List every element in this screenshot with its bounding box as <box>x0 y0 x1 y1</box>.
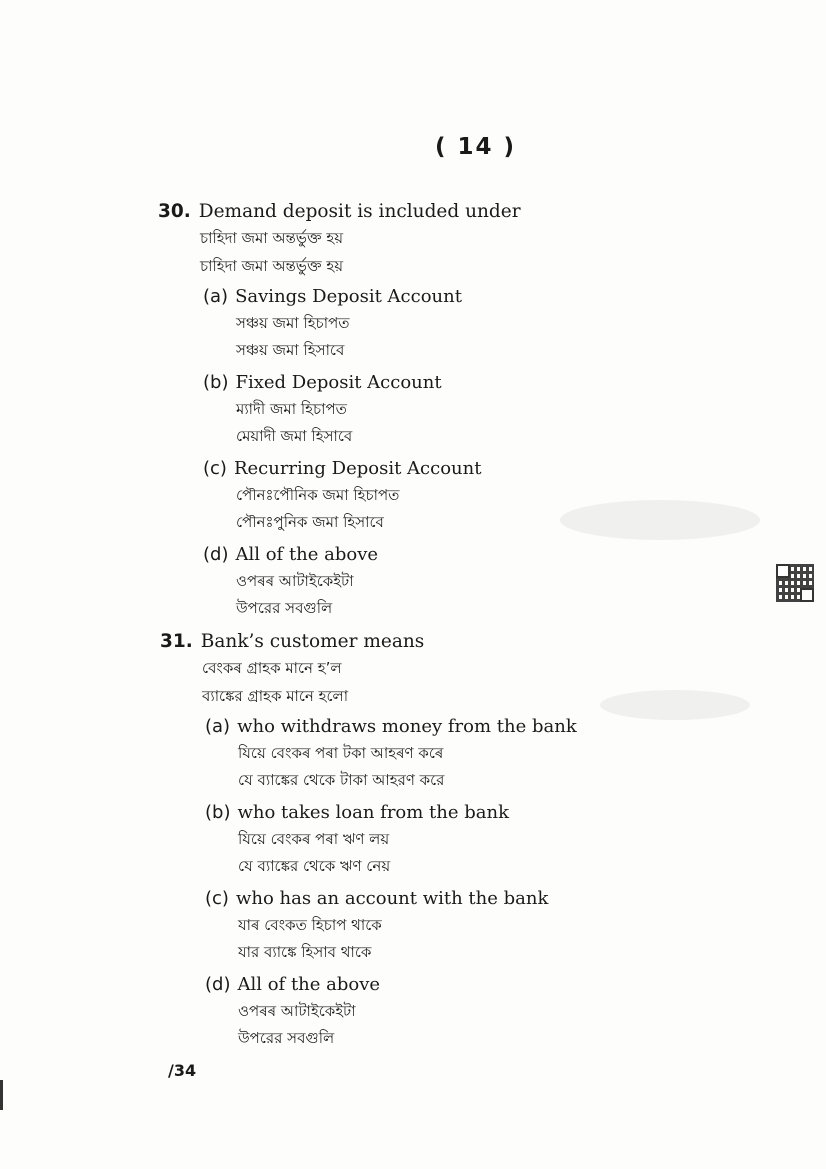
option-c <box>205 886 577 966</box>
question-30 <box>158 200 521 628</box>
option-c <box>203 456 521 536</box>
option-translation-bengali: উপরের সবগুলি <box>238 1029 335 1047</box>
option-translation-assamese: পৌনঃপৌনিক জমা হিচাপত <box>236 486 400 504</box>
option-d <box>205 972 577 1052</box>
option-text: Savings Deposit Account <box>235 286 462 307</box>
page-number: ( 14 ) <box>435 134 517 160</box>
option-translation-bengali: যে ব্যাঙ্কের থেকে ঋণ নেয় <box>238 857 391 875</box>
options-list <box>158 284 521 622</box>
options-list <box>160 714 577 1052</box>
option-a <box>205 714 577 794</box>
option-text: All of the above <box>235 544 379 565</box>
option-translation-assamese: সঞ্চয় জমা হিচাপত <box>236 314 350 332</box>
bleed-through-mark <box>560 500 760 540</box>
option-a <box>203 284 521 364</box>
option-translation-bengali: সঞ্চয় জমা হিসাবে <box>236 341 345 359</box>
option-key: (a) <box>205 716 231 737</box>
question-text: Demand deposit is included under <box>198 201 521 222</box>
option-key: (c) <box>203 458 227 479</box>
option-text: Recurring Deposit Account <box>233 458 482 479</box>
option-translation-bengali: যে ব্যাঙ্কের থেকে টাকা আহরণ করে <box>238 771 445 789</box>
option-translation-bengali: উপরের সবগুলি <box>236 599 333 617</box>
option-translation-bengali: যার ব্যাঙ্কে হিসাব থাকে <box>238 943 372 961</box>
question-translation-bengali: ব্যাঙ্কের গ্রাহক মানে হলো <box>202 687 349 705</box>
question-stem <box>160 630 577 654</box>
option-text: who has an account with the bank <box>235 888 549 909</box>
option-b <box>205 800 577 880</box>
bleed-through-mark <box>600 690 750 720</box>
qr-code-icon <box>776 564 814 602</box>
option-key: (d) <box>203 544 229 565</box>
option-translation-assamese: ওপৰৰ আটাইকেইটা <box>236 572 354 590</box>
option-text: who takes loan from the bank <box>237 802 510 823</box>
option-key: (b) <box>205 802 231 823</box>
option-translation-bengali: মেয়াদী জমা হিসাবে <box>236 427 353 445</box>
option-translation-assamese: যিয়ে বেংকৰ পৰা ঋণ লয় <box>238 830 390 848</box>
option-key: (b) <box>203 372 229 393</box>
question-translation-bengali: চাহিদা জমা অন্তর্ভুক্ত হয় <box>200 257 344 275</box>
option-translation-assamese: ম্যাদী জমা হিচাপত <box>236 400 347 418</box>
option-translation-bengali: পৌনঃপুনিক জমা হিসাবে <box>236 513 384 531</box>
page-edge-mark <box>0 1080 3 1110</box>
option-translation-assamese: যাৰ বেংকত হিচাপ থাকে <box>238 916 382 934</box>
paper-code: /34 <box>168 1061 197 1080</box>
option-key: (d) <box>205 974 231 995</box>
option-translation-assamese: যিয়ে বেংকৰ পৰা টকা আহৰণ কৰে <box>238 744 444 762</box>
option-b <box>203 370 521 450</box>
question-translation-assamese: চাহিদা জমা অন্তর্ভুক্ত হয় <box>200 229 344 247</box>
option-d <box>203 542 521 622</box>
question-31 <box>160 630 577 1058</box>
option-text: who withdraws money from the bank <box>237 716 577 737</box>
question-text: Bank’s customer means <box>200 631 425 652</box>
option-key: (c) <box>205 888 229 909</box>
question-stem <box>158 200 521 224</box>
option-key: (a) <box>203 286 229 307</box>
option-text: Fixed Deposit Account <box>235 372 442 393</box>
question-number: 30. <box>158 201 191 222</box>
question-translation-assamese: বেংকৰ গ্ৰাহক মানে হ’ল <box>202 659 342 677</box>
option-translation-assamese: ওপৰৰ আটাইকেইটা <box>238 1002 356 1020</box>
question-number: 31. <box>160 631 193 652</box>
option-text: All of the above <box>237 974 381 995</box>
